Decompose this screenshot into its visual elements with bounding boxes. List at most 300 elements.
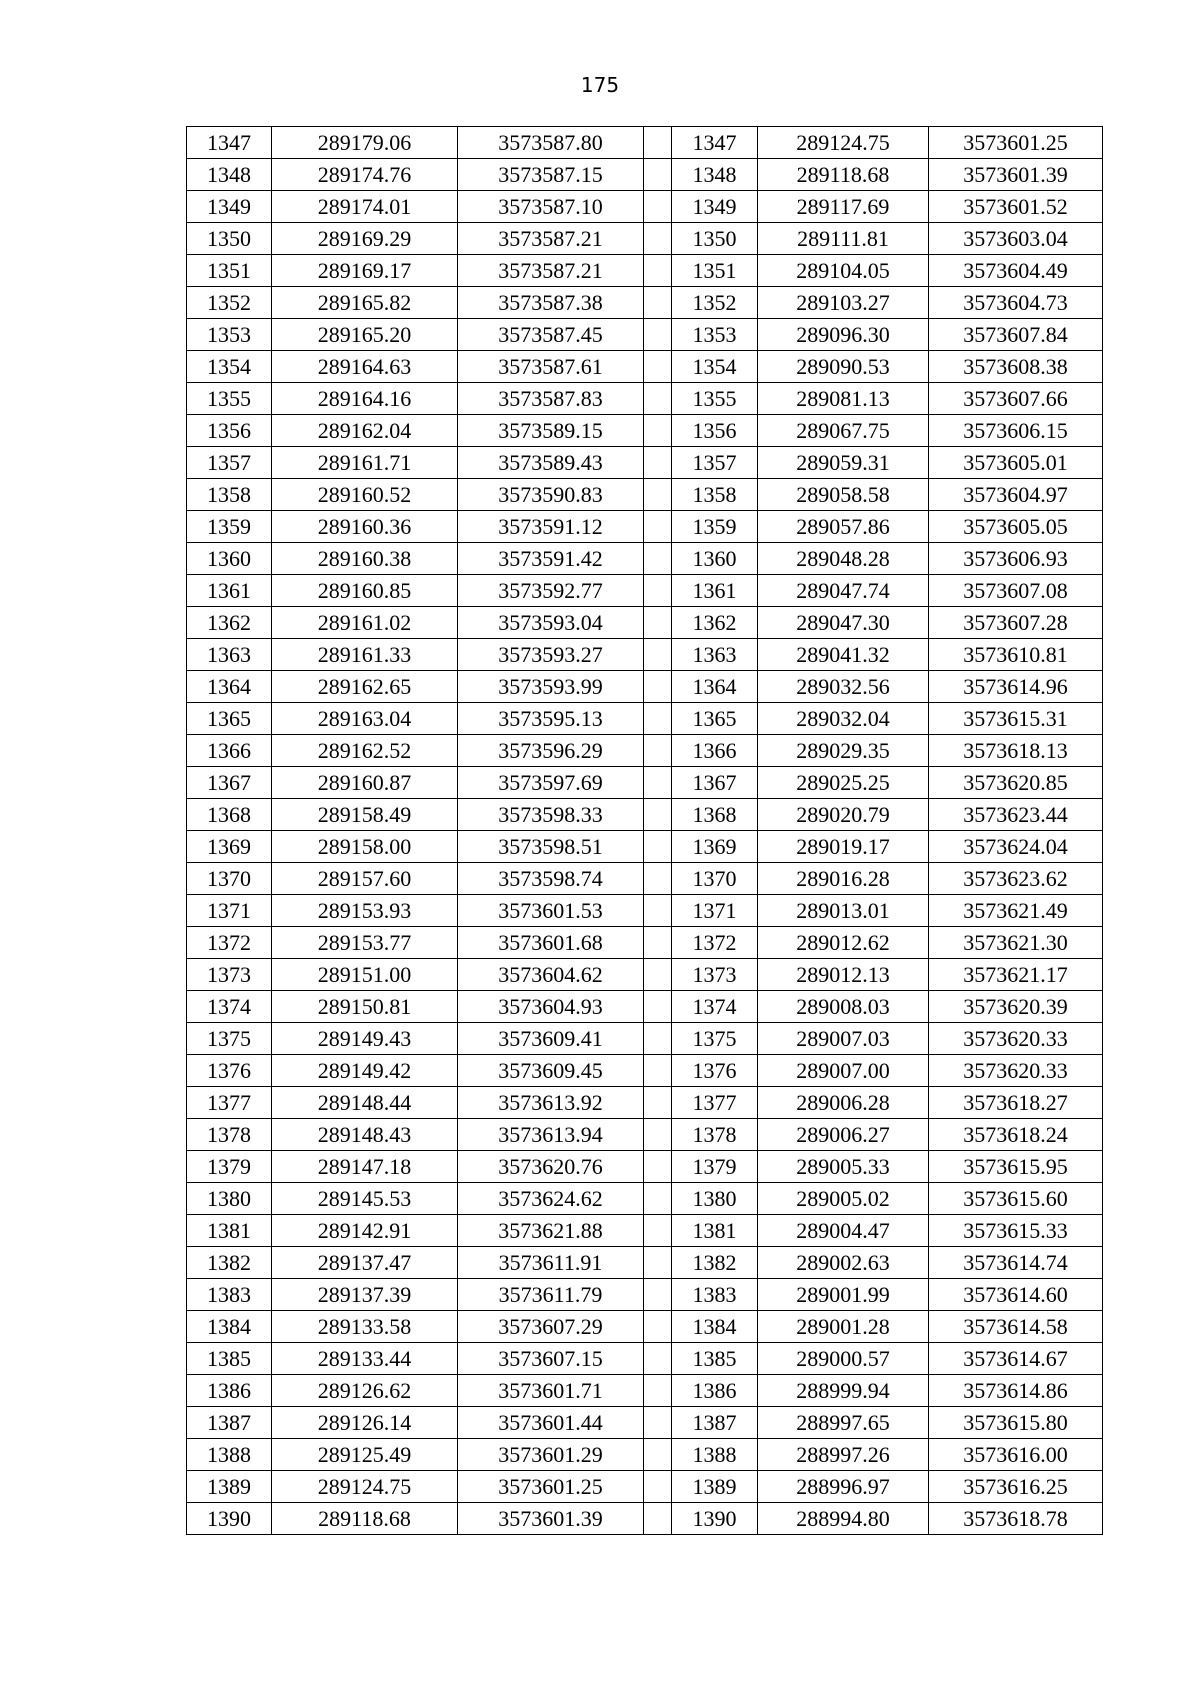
right-y-coordinate-cell: 3573603.04 [929,223,1103,255]
right-x-coordinate-cell: 289047.74 [758,575,929,607]
right-x-coordinate-cell: 289020.79 [758,799,929,831]
right-point-number-cell: 1377 [672,1087,758,1119]
separator-cell [644,1055,672,1087]
right-x-coordinate-cell: 289117.69 [758,191,929,223]
left-y-coordinate-cell: 3573587.61 [458,351,644,383]
right-x-coordinate-cell: 288997.65 [758,1407,929,1439]
right-point-number-cell: 1364 [672,671,758,703]
right-y-coordinate-cell: 3573605.01 [929,447,1103,479]
right-point-number-cell: 1353 [672,319,758,351]
separator-cell [644,1183,672,1215]
left-x-coordinate-cell: 289158.00 [272,831,458,863]
left-point-number-cell: 1362 [187,607,272,639]
right-point-number-cell: 1357 [672,447,758,479]
left-x-coordinate-cell: 289162.52 [272,735,458,767]
left-x-coordinate-cell: 289174.76 [272,159,458,191]
separator-cell [644,799,672,831]
right-x-coordinate-cell: 289006.27 [758,1119,929,1151]
right-point-number-cell: 1365 [672,703,758,735]
table-row [187,671,1103,703]
left-x-coordinate-cell: 289164.63 [272,351,458,383]
right-point-number-cell: 1351 [672,255,758,287]
separator-cell [644,863,672,895]
table-row [187,831,1103,863]
right-y-coordinate-cell: 3573615.33 [929,1215,1103,1247]
table-row [187,447,1103,479]
separator-cell [644,1087,672,1119]
right-x-coordinate-cell: 289057.86 [758,511,929,543]
left-y-coordinate-cell: 3573601.71 [458,1375,644,1407]
left-point-number-cell: 1354 [187,351,272,383]
left-y-coordinate-cell: 3573601.68 [458,927,644,959]
left-y-coordinate-cell: 3573587.21 [458,223,644,255]
separator-cell [644,575,672,607]
right-x-coordinate-cell: 289008.03 [758,991,929,1023]
left-x-coordinate-cell: 289137.47 [272,1247,458,1279]
separator-cell [644,127,672,159]
table-row [187,1151,1103,1183]
separator-cell [644,351,672,383]
right-y-coordinate-cell: 3573616.25 [929,1471,1103,1503]
right-y-coordinate-cell: 3573615.31 [929,703,1103,735]
separator-cell [644,831,672,863]
right-point-number-cell: 1372 [672,927,758,959]
table-row [187,863,1103,895]
separator-cell [644,703,672,735]
right-y-coordinate-cell: 3573606.15 [929,415,1103,447]
right-y-coordinate-cell: 3573621.49 [929,895,1103,927]
table-row [187,1343,1103,1375]
left-point-number-cell: 1385 [187,1343,272,1375]
left-x-coordinate-cell: 289169.17 [272,255,458,287]
left-y-coordinate-cell: 3573601.39 [458,1503,644,1535]
right-y-coordinate-cell: 3573621.17 [929,959,1103,991]
right-y-coordinate-cell: 3573620.39 [929,991,1103,1023]
right-point-number-cell: 1352 [672,287,758,319]
left-x-coordinate-cell: 289161.02 [272,607,458,639]
left-point-number-cell: 1382 [187,1247,272,1279]
left-x-coordinate-cell: 289160.85 [272,575,458,607]
left-y-coordinate-cell: 3573598.51 [458,831,644,863]
right-x-coordinate-cell: 289001.28 [758,1311,929,1343]
left-y-coordinate-cell: 3573611.79 [458,1279,644,1311]
table-row [187,1247,1103,1279]
table-row [187,383,1103,415]
right-point-number-cell: 1369 [672,831,758,863]
table-row [187,1055,1103,1087]
separator-cell [644,319,672,351]
separator-cell [644,1343,672,1375]
left-y-coordinate-cell: 3573613.94 [458,1119,644,1151]
separator-cell [644,735,672,767]
right-point-number-cell: 1356 [672,415,758,447]
right-y-coordinate-cell: 3573604.49 [929,255,1103,287]
left-point-number-cell: 1359 [187,511,272,543]
right-y-coordinate-cell: 3573614.74 [929,1247,1103,1279]
left-point-number-cell: 1371 [187,895,272,927]
left-point-number-cell: 1348 [187,159,272,191]
left-point-number-cell: 1390 [187,1503,272,1535]
right-point-number-cell: 1366 [672,735,758,767]
right-x-coordinate-cell: 289090.53 [758,351,929,383]
separator-cell [644,1151,672,1183]
left-x-coordinate-cell: 289161.33 [272,639,458,671]
left-x-coordinate-cell: 289174.01 [272,191,458,223]
left-point-number-cell: 1388 [187,1439,272,1471]
table-row [187,607,1103,639]
right-point-number-cell: 1374 [672,991,758,1023]
right-x-coordinate-cell: 289096.30 [758,319,929,351]
table-row [187,1439,1103,1471]
left-x-coordinate-cell: 289163.04 [272,703,458,735]
separator-cell [644,255,672,287]
coordinates-table-body [187,127,1103,1535]
left-y-coordinate-cell: 3573593.99 [458,671,644,703]
table-row [187,959,1103,991]
left-point-number-cell: 1387 [187,1407,272,1439]
left-point-number-cell: 1375 [187,1023,272,1055]
right-point-number-cell: 1384 [672,1311,758,1343]
left-x-coordinate-cell: 289137.39 [272,1279,458,1311]
left-x-coordinate-cell: 289148.43 [272,1119,458,1151]
table-row [187,319,1103,351]
right-x-coordinate-cell: 289048.28 [758,543,929,575]
left-y-coordinate-cell: 3573601.25 [458,1471,644,1503]
right-y-coordinate-cell: 3573607.66 [929,383,1103,415]
left-y-coordinate-cell: 3573609.41 [458,1023,644,1055]
left-y-coordinate-cell: 3573613.92 [458,1087,644,1119]
right-x-coordinate-cell: 289111.81 [758,223,929,255]
table-row [187,223,1103,255]
table-row [187,1471,1103,1503]
separator-cell [644,383,672,415]
table-row [187,351,1103,383]
right-point-number-cell: 1362 [672,607,758,639]
right-x-coordinate-cell: 288996.97 [758,1471,929,1503]
right-x-coordinate-cell: 288999.94 [758,1375,929,1407]
table-row [187,1311,1103,1343]
right-x-coordinate-cell: 289029.35 [758,735,929,767]
right-x-coordinate-cell: 289058.58 [758,479,929,511]
right-x-coordinate-cell: 289041.32 [758,639,929,671]
left-point-number-cell: 1376 [187,1055,272,1087]
right-y-coordinate-cell: 3573614.96 [929,671,1103,703]
separator-cell [644,1439,672,1471]
left-point-number-cell: 1350 [187,223,272,255]
separator-cell [644,191,672,223]
right-y-coordinate-cell: 3573615.95 [929,1151,1103,1183]
separator-cell [644,1247,672,1279]
left-point-number-cell: 1353 [187,319,272,351]
left-point-number-cell: 1368 [187,799,272,831]
right-y-coordinate-cell: 3573618.24 [929,1119,1103,1151]
right-point-number-cell: 1361 [672,575,758,607]
right-point-number-cell: 1348 [672,159,758,191]
right-y-coordinate-cell: 3573620.33 [929,1055,1103,1087]
right-point-number-cell: 1347 [672,127,758,159]
right-point-number-cell: 1380 [672,1183,758,1215]
right-point-number-cell: 1381 [672,1215,758,1247]
left-point-number-cell: 1349 [187,191,272,223]
table-row [187,1503,1103,1535]
left-y-coordinate-cell: 3573607.29 [458,1311,644,1343]
left-y-coordinate-cell: 3573593.27 [458,639,644,671]
left-y-coordinate-cell: 3573597.69 [458,767,644,799]
table-row [187,1279,1103,1311]
right-y-coordinate-cell: 3573608.38 [929,351,1103,383]
right-x-coordinate-cell: 289118.68 [758,159,929,191]
separator-cell [644,543,672,575]
left-x-coordinate-cell: 289162.65 [272,671,458,703]
left-x-coordinate-cell: 289126.14 [272,1407,458,1439]
right-y-coordinate-cell: 3573623.62 [929,863,1103,895]
left-point-number-cell: 1351 [187,255,272,287]
right-x-coordinate-cell: 289016.28 [758,863,929,895]
right-point-number-cell: 1385 [672,1343,758,1375]
left-y-coordinate-cell: 3573621.88 [458,1215,644,1247]
left-y-coordinate-cell: 3573587.45 [458,319,644,351]
left-x-coordinate-cell: 289133.44 [272,1343,458,1375]
table-row [187,735,1103,767]
left-point-number-cell: 1370 [187,863,272,895]
right-y-coordinate-cell: 3573618.78 [929,1503,1103,1535]
left-x-coordinate-cell: 289169.29 [272,223,458,255]
left-x-coordinate-cell: 289161.71 [272,447,458,479]
left-y-coordinate-cell: 3573595.13 [458,703,644,735]
coordinates-table [186,126,1103,1535]
left-point-number-cell: 1377 [187,1087,272,1119]
table-row [187,991,1103,1023]
right-x-coordinate-cell: 289004.47 [758,1215,929,1247]
right-point-number-cell: 1359 [672,511,758,543]
left-point-number-cell: 1383 [187,1279,272,1311]
left-x-coordinate-cell: 289160.36 [272,511,458,543]
right-y-coordinate-cell: 3573604.73 [929,287,1103,319]
right-x-coordinate-cell: 289000.57 [758,1343,929,1375]
separator-cell [644,1407,672,1439]
separator-cell [644,927,672,959]
right-point-number-cell: 1383 [672,1279,758,1311]
left-x-coordinate-cell: 289160.87 [272,767,458,799]
left-point-number-cell: 1363 [187,639,272,671]
right-point-number-cell: 1375 [672,1023,758,1055]
right-x-coordinate-cell: 289067.75 [758,415,929,447]
left-y-coordinate-cell: 3573589.15 [458,415,644,447]
right-point-number-cell: 1379 [672,1151,758,1183]
left-point-number-cell: 1381 [187,1215,272,1247]
left-x-coordinate-cell: 289151.00 [272,959,458,991]
table-row [187,895,1103,927]
separator-cell [644,1375,672,1407]
right-point-number-cell: 1371 [672,895,758,927]
left-y-coordinate-cell: 3573601.44 [458,1407,644,1439]
right-x-coordinate-cell: 289104.05 [758,255,929,287]
right-x-coordinate-cell: 289032.04 [758,703,929,735]
left-x-coordinate-cell: 289164.16 [272,383,458,415]
separator-cell [644,671,672,703]
left-y-coordinate-cell: 3573620.76 [458,1151,644,1183]
right-y-coordinate-cell: 3573618.27 [929,1087,1103,1119]
left-y-coordinate-cell: 3573591.42 [458,543,644,575]
left-y-coordinate-cell: 3573587.21 [458,255,644,287]
left-point-number-cell: 1369 [187,831,272,863]
left-point-number-cell: 1374 [187,991,272,1023]
right-x-coordinate-cell: 289124.75 [758,127,929,159]
right-y-coordinate-cell: 3573620.85 [929,767,1103,799]
left-point-number-cell: 1347 [187,127,272,159]
right-x-coordinate-cell: 289002.63 [758,1247,929,1279]
right-y-coordinate-cell: 3573623.44 [929,799,1103,831]
right-point-number-cell: 1360 [672,543,758,575]
right-point-number-cell: 1376 [672,1055,758,1087]
separator-cell [644,1119,672,1151]
right-x-coordinate-cell: 289012.62 [758,927,929,959]
right-y-coordinate-cell: 3573606.93 [929,543,1103,575]
left-point-number-cell: 1378 [187,1119,272,1151]
separator-cell [644,639,672,671]
right-x-coordinate-cell: 289059.31 [758,447,929,479]
right-y-coordinate-cell: 3573624.04 [929,831,1103,863]
right-point-number-cell: 1386 [672,1375,758,1407]
table-row [187,767,1103,799]
separator-cell [644,1311,672,1343]
left-y-coordinate-cell: 3573598.33 [458,799,644,831]
right-point-number-cell: 1349 [672,191,758,223]
right-y-coordinate-cell: 3573614.60 [929,1279,1103,1311]
left-x-coordinate-cell: 289145.53 [272,1183,458,1215]
left-y-coordinate-cell: 3573596.29 [458,735,644,767]
left-x-coordinate-cell: 289160.52 [272,479,458,511]
table-row [187,1119,1103,1151]
left-y-coordinate-cell: 3573604.93 [458,991,644,1023]
right-x-coordinate-cell: 289012.13 [758,959,929,991]
left-y-coordinate-cell: 3573609.45 [458,1055,644,1087]
right-point-number-cell: 1355 [672,383,758,415]
left-y-coordinate-cell: 3573601.53 [458,895,644,927]
right-point-number-cell: 1354 [672,351,758,383]
right-point-number-cell: 1358 [672,479,758,511]
table-row [187,1407,1103,1439]
right-x-coordinate-cell: 289001.99 [758,1279,929,1311]
left-y-coordinate-cell: 3573587.10 [458,191,644,223]
separator-cell [644,1215,672,1247]
left-point-number-cell: 1380 [187,1183,272,1215]
left-y-coordinate-cell: 3573611.91 [458,1247,644,1279]
separator-cell [644,767,672,799]
separator-cell [644,895,672,927]
left-y-coordinate-cell: 3573587.83 [458,383,644,415]
right-point-number-cell: 1373 [672,959,758,991]
right-point-number-cell: 1388 [672,1439,758,1471]
left-x-coordinate-cell: 289157.60 [272,863,458,895]
separator-cell [644,415,672,447]
left-y-coordinate-cell: 3573591.12 [458,511,644,543]
table-row [187,287,1103,319]
left-y-coordinate-cell: 3573607.15 [458,1343,644,1375]
page-number: 175 [580,73,620,97]
separator-cell [644,479,672,511]
right-point-number-cell: 1350 [672,223,758,255]
right-point-number-cell: 1390 [672,1503,758,1535]
right-y-coordinate-cell: 3573601.52 [929,191,1103,223]
left-point-number-cell: 1358 [187,479,272,511]
left-x-coordinate-cell: 289149.43 [272,1023,458,1055]
table-row [187,255,1103,287]
table-row [187,927,1103,959]
right-point-number-cell: 1363 [672,639,758,671]
left-y-coordinate-cell: 3573624.62 [458,1183,644,1215]
left-x-coordinate-cell: 289118.68 [272,1503,458,1535]
left-x-coordinate-cell: 289133.58 [272,1311,458,1343]
separator-cell [644,607,672,639]
separator-cell [644,1503,672,1535]
right-x-coordinate-cell: 289103.27 [758,287,929,319]
right-point-number-cell: 1382 [672,1247,758,1279]
left-point-number-cell: 1373 [187,959,272,991]
table-row [187,1087,1103,1119]
table-row [187,191,1103,223]
left-x-coordinate-cell: 289165.20 [272,319,458,351]
table-row [187,575,1103,607]
table-row [187,511,1103,543]
right-x-coordinate-cell: 289013.01 [758,895,929,927]
left-point-number-cell: 1386 [187,1375,272,1407]
left-x-coordinate-cell: 289124.75 [272,1471,458,1503]
right-y-coordinate-cell: 3573607.84 [929,319,1103,351]
right-y-coordinate-cell: 3573604.97 [929,479,1103,511]
left-point-number-cell: 1372 [187,927,272,959]
right-y-coordinate-cell: 3573621.30 [929,927,1103,959]
right-y-coordinate-cell: 3573614.58 [929,1311,1103,1343]
right-x-coordinate-cell: 289006.28 [758,1087,929,1119]
right-y-coordinate-cell: 3573607.28 [929,607,1103,639]
table-row [187,415,1103,447]
table-row [187,543,1103,575]
left-point-number-cell: 1389 [187,1471,272,1503]
right-y-coordinate-cell: 3573610.81 [929,639,1103,671]
left-y-coordinate-cell: 3573589.43 [458,447,644,479]
right-x-coordinate-cell: 289081.13 [758,383,929,415]
left-x-coordinate-cell: 289165.82 [272,287,458,319]
right-point-number-cell: 1378 [672,1119,758,1151]
right-y-coordinate-cell: 3573601.25 [929,127,1103,159]
right-y-coordinate-cell: 3573601.39 [929,159,1103,191]
separator-cell [644,959,672,991]
left-point-number-cell: 1367 [187,767,272,799]
left-point-number-cell: 1352 [187,287,272,319]
left-x-coordinate-cell: 289147.18 [272,1151,458,1183]
right-point-number-cell: 1387 [672,1407,758,1439]
left-y-coordinate-cell: 3573593.04 [458,607,644,639]
left-y-coordinate-cell: 3573587.38 [458,287,644,319]
left-x-coordinate-cell: 289153.77 [272,927,458,959]
right-y-coordinate-cell: 3573616.00 [929,1439,1103,1471]
left-x-coordinate-cell: 289162.04 [272,415,458,447]
right-x-coordinate-cell: 289005.02 [758,1183,929,1215]
left-point-number-cell: 1365 [187,703,272,735]
right-y-coordinate-cell: 3573615.80 [929,1407,1103,1439]
right-x-coordinate-cell: 289007.03 [758,1023,929,1055]
separator-cell [644,223,672,255]
left-y-coordinate-cell: 3573587.15 [458,159,644,191]
left-point-number-cell: 1360 [187,543,272,575]
table-row [187,1183,1103,1215]
left-y-coordinate-cell: 3573590.83 [458,479,644,511]
table-row [187,639,1103,671]
left-y-coordinate-cell: 3573592.77 [458,575,644,607]
right-point-number-cell: 1389 [672,1471,758,1503]
left-y-coordinate-cell: 3573598.74 [458,863,644,895]
